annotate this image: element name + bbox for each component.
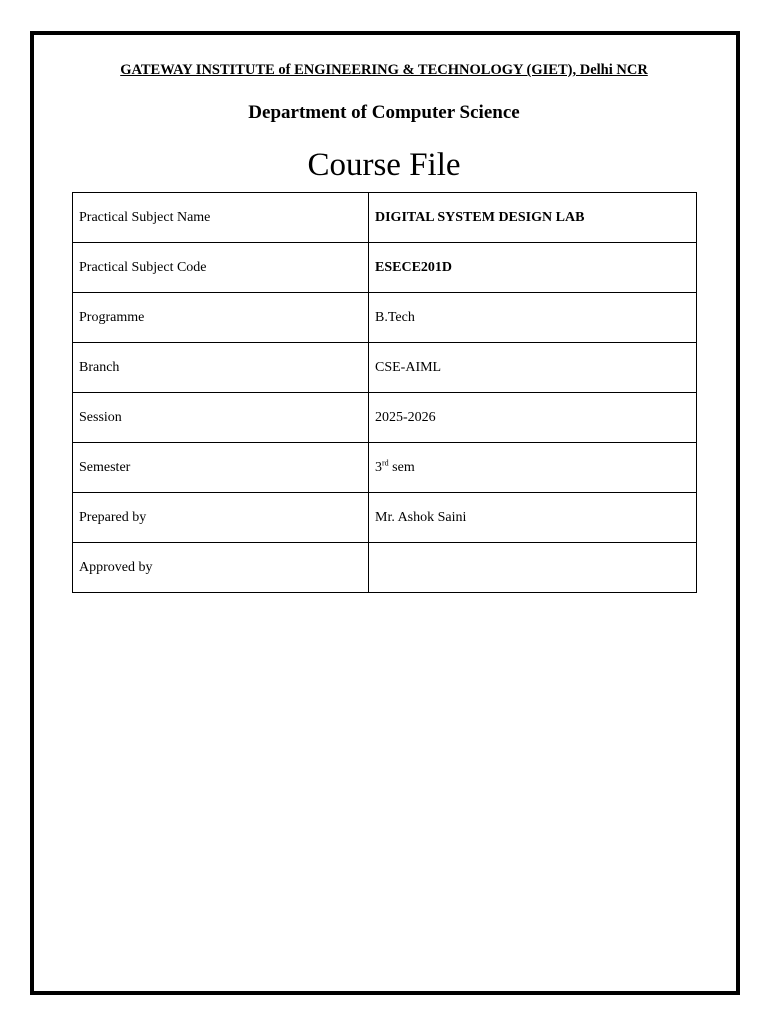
table-row <box>73 243 697 293</box>
row-label: Practical Subject Code <box>73 243 369 293</box>
table-row <box>73 543 697 593</box>
table-row <box>73 193 697 243</box>
department-name: Department of Computer Science <box>248 102 520 123</box>
table-row <box>73 493 697 543</box>
table-row <box>73 443 697 493</box>
programme-value: B.Tech <box>369 293 697 343</box>
table-row <box>73 293 697 343</box>
course-info-table <box>72 192 697 593</box>
row-label: Branch <box>73 343 369 393</box>
semester-number: 3 <box>375 459 382 475</box>
prepared-by-value: Mr. Ashok Saini <box>369 493 697 543</box>
row-label: Semester <box>73 443 369 493</box>
institute-name: GATEWAY INSTITUTE of ENGINEERING & TECHNOLOGY (GIET), Delhi NCR <box>120 62 648 78</box>
row-label: Session <box>73 393 369 443</box>
subject-name-value: DIGITAL SYSTEM DESIGN LAB <box>369 193 697 243</box>
semester-value <box>369 443 697 493</box>
row-label: Programme <box>73 293 369 343</box>
table-row <box>73 393 697 443</box>
subject-code-value: ESECE201D <box>369 243 697 293</box>
row-label: Approved by <box>73 543 369 593</box>
page-title: Course File <box>307 147 461 183</box>
session-value: 2025-2026 <box>369 393 697 443</box>
row-label: Practical Subject Name <box>73 193 369 243</box>
approved-by-value <box>369 543 697 593</box>
semester-ordinal: rd <box>382 457 389 467</box>
row-label: Prepared by <box>73 493 369 543</box>
table-row <box>73 343 697 393</box>
semester-suffix: sem <box>388 459 415 475</box>
branch-value: CSE-AIML <box>369 343 697 393</box>
